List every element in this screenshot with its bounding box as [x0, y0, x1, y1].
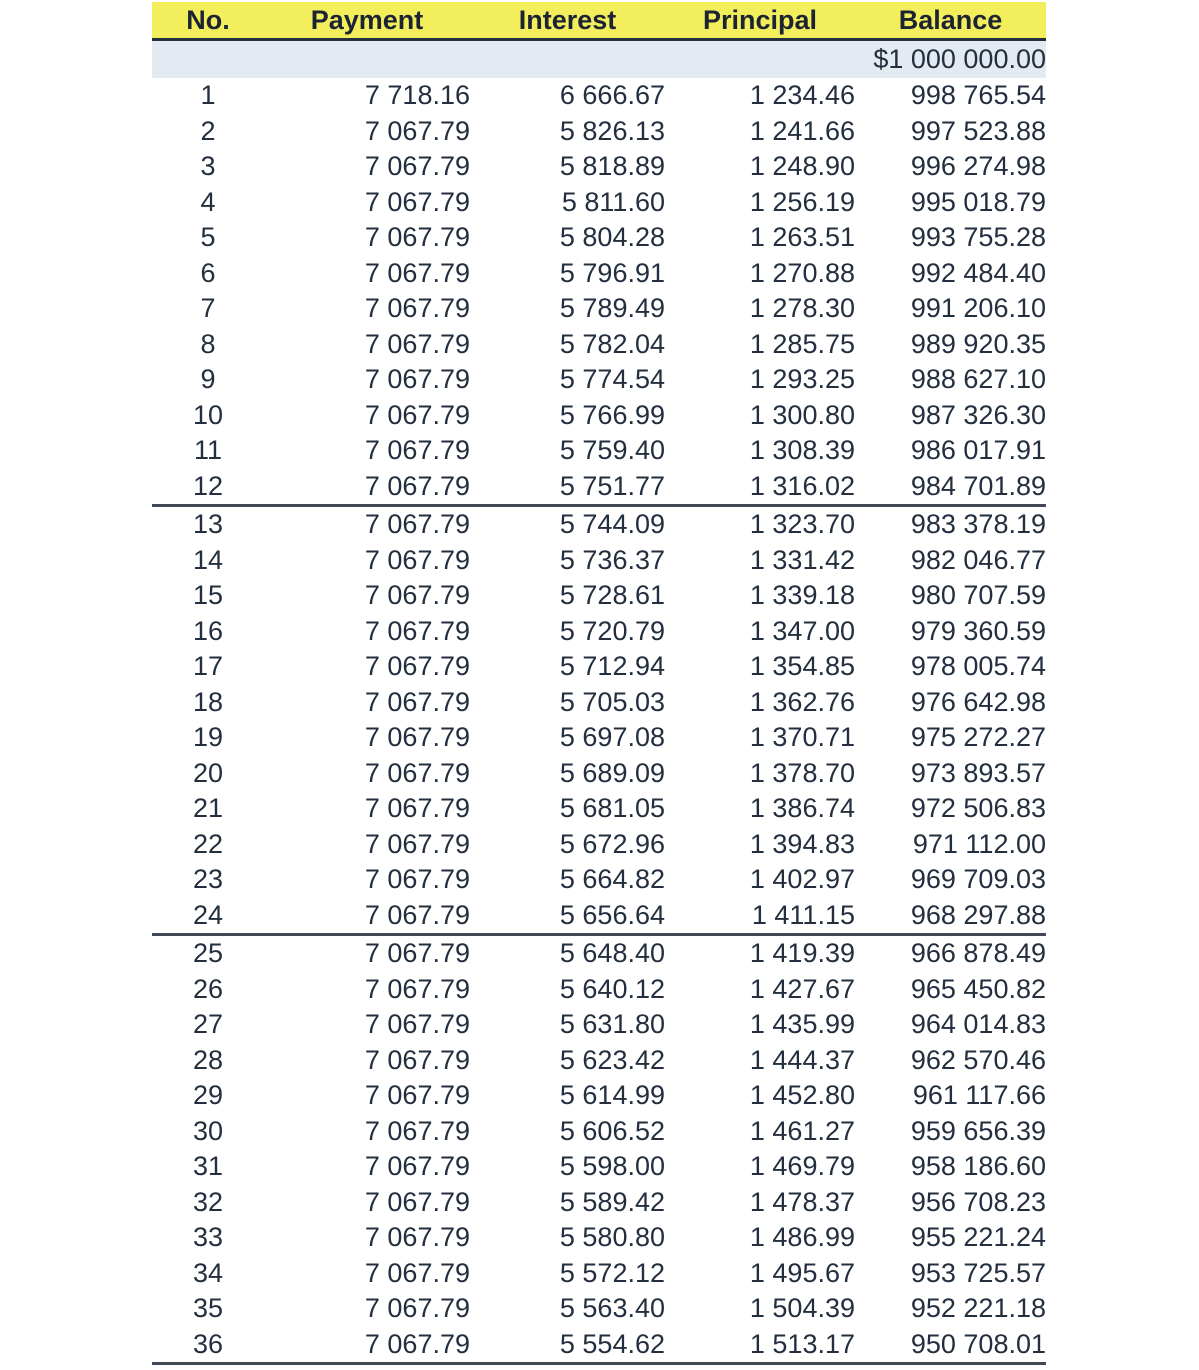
cell-payment: 7 067.79 [364, 828, 470, 859]
cell-balance: 962 570.46 [910, 1044, 1046, 1075]
cell-interest: 5 572.12 [559, 1257, 665, 1288]
cell-balance: 992 484.40 [910, 257, 1046, 288]
cell-payment: 7 067.79 [264, 469, 470, 506]
cell-principal: 1 293.25 [749, 364, 855, 395]
cell-interest: 5 766.99 [559, 399, 665, 430]
cell-no: 18 [192, 686, 224, 717]
cell-principal: 1 386.74 [749, 793, 855, 824]
cell-principal: 1 427.67 [749, 973, 855, 1004]
cell-no: 4 [200, 186, 216, 217]
cell-balance: 961 117.66 [912, 1080, 1046, 1111]
cell-no: 21 [192, 793, 224, 824]
table-row [152, 327, 1046, 363]
cell-payment: 7 067.79 [264, 1327, 470, 1364]
cell-no: 11 [193, 435, 223, 466]
cell-principal: 1 331.42 [749, 544, 855, 575]
cell-no: 24 [152, 898, 264, 935]
cell-balance: 982 046.77 [910, 544, 1046, 575]
column-header-no: No. [152, 2, 264, 40]
cell-payment: 7 067.79 [364, 651, 470, 682]
cell-principal: 1 278.30 [749, 293, 855, 324]
cell-interest: 5 782.04 [559, 328, 665, 359]
cell-payment: 7 067.79 [364, 435, 470, 466]
table-row [152, 898, 1046, 935]
table-row [152, 649, 1046, 685]
cell-balance: 998 765.54 [910, 80, 1046, 111]
cell-balance: 987 326.30 [910, 399, 1046, 430]
column-header-principal: Principal [665, 2, 855, 40]
cell-balance: 978 005.74 [910, 651, 1046, 682]
cell-interest: 5 563.40 [559, 1293, 665, 1324]
cell-balance: 955 221.24 [910, 1222, 1046, 1253]
cell-principal: 1 478.37 [749, 1186, 855, 1217]
cell-interest: 5 759.40 [559, 435, 665, 466]
cell-payment: 7 067.79 [364, 1222, 470, 1253]
cell-balance: 964 014.83 [910, 1009, 1046, 1040]
cell-no: 28 [192, 1044, 224, 1075]
cell-no: 7 [200, 293, 216, 324]
cell-no: 32 [192, 1186, 224, 1217]
table-row [152, 220, 1046, 256]
cell-interest: 5 818.89 [559, 151, 665, 182]
cell-payment: 7 067.79 [364, 544, 470, 575]
cell-interest: 5 744.09 [559, 509, 665, 540]
opening-balance-row [152, 40, 1046, 79]
cell-balance: 991 206.10 [910, 293, 1046, 324]
cell-payment: 7 067.79 [364, 186, 470, 217]
cell-balance: 965 450.82 [910, 973, 1046, 1004]
cell-balance: 972 506.83 [910, 793, 1046, 824]
column-header-interest: Interest [470, 2, 665, 40]
cell-balance: 971 112.00 [912, 828, 1046, 859]
cell-payment: 7 067.79 [364, 257, 470, 288]
table-row [152, 1043, 1046, 1079]
table-row [152, 1291, 1046, 1327]
cell-payment: 7 067.79 [364, 686, 470, 717]
cell-interest: 5 720.79 [559, 615, 665, 646]
cell-interest: 5 580.80 [559, 1222, 665, 1253]
cell-balance: 950 708.01 [855, 1327, 1046, 1364]
cell-no: 36 [152, 1327, 264, 1364]
cell-balance: 969 709.03 [910, 864, 1046, 895]
cell-no: 25 [192, 938, 224, 969]
cell-no: 2 [200, 115, 216, 146]
cell-balance: 968 297.88 [855, 898, 1046, 935]
cell-interest: 5 648.40 [559, 938, 665, 969]
cell-balance: 952 221.18 [910, 1293, 1046, 1324]
table-row [152, 1078, 1046, 1114]
cell-no: 13 [192, 509, 224, 540]
cell-principal: 1 402.97 [749, 864, 855, 895]
cell-payment: 7 067.79 [364, 151, 470, 182]
cell-principal: 1 411.15 [665, 898, 855, 935]
cell-interest: 5 774.54 [559, 364, 665, 395]
cell-no: 6 [200, 257, 216, 288]
cell-interest: 5 826.13 [559, 115, 665, 146]
cell-no: 23 [192, 864, 224, 895]
table-row [152, 1220, 1046, 1256]
cell-balance: 984 701.89 [855, 469, 1046, 506]
table-row [152, 827, 1046, 863]
table-row [152, 862, 1046, 898]
cell-interest: 5 623.42 [559, 1044, 665, 1075]
cell-interest: 5 796.91 [559, 257, 665, 288]
cell-principal: 1 263.51 [749, 222, 855, 253]
cell-interest: 5 681.05 [559, 793, 665, 824]
cell-no: 8 [200, 328, 216, 359]
cell-principal: 1 248.90 [749, 151, 855, 182]
cell-interest: 5 664.82 [559, 864, 665, 895]
cell-principal: 1 241.66 [749, 115, 855, 146]
cell-interest: 5 804.28 [559, 222, 665, 253]
cell-balance: 979 360.59 [910, 615, 1046, 646]
cell-balance: 953 725.57 [910, 1257, 1046, 1288]
cell-no: 1 [200, 80, 216, 111]
cell-balance: 986 017.91 [910, 435, 1046, 466]
cell-no: 17 [192, 651, 224, 682]
table-row [152, 935, 1046, 972]
cell-principal: 1 378.70 [749, 757, 855, 788]
cell-interest: 5 811.60 [561, 186, 665, 217]
cell-principal: 1 513.17 [665, 1327, 855, 1364]
cell-payment: 7 067.79 [364, 615, 470, 646]
cell-no: 5 [200, 222, 216, 253]
table-row [152, 469, 1046, 506]
table-row [152, 291, 1046, 327]
cell-interest: 5 554.62 [470, 1327, 665, 1364]
table-row [152, 1149, 1046, 1185]
cell-balance: 975 272.27 [910, 722, 1046, 753]
cell-payment: 7 067.79 [364, 757, 470, 788]
cell-interest: 5 631.80 [559, 1009, 665, 1040]
table-row [152, 506, 1046, 543]
cell-principal: 1 339.18 [749, 580, 855, 611]
cell-payment: 7 067.79 [364, 222, 470, 253]
cell-balance: 997 523.88 [910, 115, 1046, 146]
amortization-table [152, 2, 1046, 1365]
table-row [152, 578, 1046, 614]
cell-interest: 5 751.77 [470, 469, 665, 506]
cell-no: 30 [192, 1115, 224, 1146]
cell-payment: 7 067.79 [364, 1009, 470, 1040]
cell-payment: 7 067.79 [364, 722, 470, 753]
cell-no: 26 [192, 973, 224, 1004]
cell-payment: 7 067.79 [364, 1115, 470, 1146]
cell-balance: 983 378.19 [910, 509, 1046, 540]
table-row [152, 149, 1046, 185]
table-row [152, 1185, 1046, 1221]
cell-interest: 5 606.52 [559, 1115, 665, 1146]
table-row [152, 185, 1046, 221]
cell-principal: 1 461.27 [749, 1115, 855, 1146]
cell-balance: 976 642.98 [910, 686, 1046, 717]
cell-no: 10 [192, 399, 224, 430]
cell-no: 35 [192, 1293, 224, 1324]
cell-no: 15 [192, 580, 224, 611]
cell-no: 19 [192, 722, 224, 753]
table-row [152, 362, 1046, 398]
cell-principal: 1 234.46 [749, 80, 855, 111]
cell-payment: 7 067.79 [364, 364, 470, 395]
cell-no: 29 [192, 1080, 224, 1111]
table-row [152, 398, 1046, 434]
table-row [152, 720, 1046, 756]
table-row [152, 1327, 1046, 1364]
table-row [152, 78, 1046, 114]
cell-interest: 5 589.42 [559, 1186, 665, 1217]
cell-interest: 5 736.37 [559, 544, 665, 575]
cell-interest: 5 689.09 [559, 757, 665, 788]
cell-balance: 993 755.28 [910, 222, 1046, 253]
table-row [152, 1007, 1046, 1043]
cell-principal: 1 495.67 [749, 1257, 855, 1288]
cell-balance: 959 656.39 [910, 1115, 1046, 1146]
cell-balance: 989 920.35 [910, 328, 1046, 359]
cell-no: 22 [192, 828, 224, 859]
column-header-payment: Payment [264, 2, 470, 40]
cell-principal: 1 435.99 [749, 1009, 855, 1040]
table-row [152, 256, 1046, 292]
table-row [152, 614, 1046, 650]
header-row [152, 2, 1046, 40]
cell-principal: 1 285.75 [749, 328, 855, 359]
cell-balance: 980 707.59 [910, 580, 1046, 611]
cell-interest: 5 640.12 [559, 973, 665, 1004]
cell-balance: 973 893.57 [910, 757, 1046, 788]
cell-balance: 988 627.10 [910, 364, 1046, 395]
cell-interest: 6 666.67 [559, 80, 665, 111]
opening-balance-spacer [152, 40, 855, 79]
cell-principal: 1 354.85 [749, 651, 855, 682]
table-row [152, 972, 1046, 1008]
cell-balance: 995 018.79 [910, 186, 1046, 217]
cell-payment: 7 067.79 [364, 580, 470, 611]
cell-interest: 5 789.49 [559, 293, 665, 324]
table-row [152, 1256, 1046, 1292]
cell-payment: 7 067.79 [364, 1044, 470, 1075]
cell-no: 20 [192, 757, 224, 788]
cell-payment: 7 067.79 [264, 898, 470, 935]
cell-payment: 7 067.79 [364, 1293, 470, 1324]
table-row [152, 433, 1046, 469]
cell-principal: 1 270.88 [749, 257, 855, 288]
table-row [152, 791, 1046, 827]
cell-payment: 7 067.79 [364, 1151, 470, 1182]
cell-payment: 7 067.79 [364, 1257, 470, 1288]
cell-no: 12 [152, 469, 264, 506]
table-row [152, 685, 1046, 721]
column-header-balance: Balance [855, 2, 1046, 40]
cell-no: 14 [192, 544, 224, 575]
table-body [152, 40, 1046, 1364]
cell-no: 27 [192, 1009, 224, 1040]
cell-interest: 5 672.96 [559, 828, 665, 859]
table-row [152, 114, 1046, 150]
cell-principal: 1 486.99 [749, 1222, 855, 1253]
cell-balance: 996 274.98 [910, 151, 1046, 182]
cell-interest: 5 705.03 [559, 686, 665, 717]
cell-no: 34 [192, 1257, 224, 1288]
opening-balance-cell: $1 000 000.00 [855, 40, 1046, 79]
cell-interest: 5 697.08 [559, 722, 665, 753]
cell-payment: 7 067.79 [364, 293, 470, 324]
cell-principal: 1 347.00 [749, 615, 855, 646]
cell-principal: 1 444.37 [749, 1044, 855, 1075]
cell-balance: 966 878.49 [910, 938, 1046, 969]
cell-principal: 1 504.39 [749, 1293, 855, 1324]
cell-payment: 7 067.79 [364, 509, 470, 540]
cell-payment: 7 067.79 [364, 938, 470, 969]
table-row [152, 1114, 1046, 1150]
table-row [152, 756, 1046, 792]
cell-payment: 7 067.79 [364, 973, 470, 1004]
cell-payment: 7 067.79 [364, 1080, 470, 1111]
cell-no: 33 [192, 1222, 224, 1253]
cell-payment: 7 067.79 [364, 1186, 470, 1217]
cell-interest: 5 712.94 [559, 651, 665, 682]
cell-principal: 1 362.76 [749, 686, 855, 717]
cell-principal: 1 469.79 [749, 1151, 855, 1182]
cell-principal: 1 316.02 [665, 469, 855, 506]
cell-interest: 5 656.64 [470, 898, 665, 935]
cell-balance: 958 186.60 [910, 1151, 1046, 1182]
cell-principal: 1 419.39 [749, 938, 855, 969]
cell-interest: 5 614.99 [559, 1080, 665, 1111]
cell-payment: 7 067.79 [364, 399, 470, 430]
cell-payment: 7 067.79 [364, 115, 470, 146]
cell-principal: 1 394.83 [749, 828, 855, 859]
cell-principal: 1 256.19 [749, 186, 855, 217]
cell-principal: 1 323.70 [749, 509, 855, 540]
cell-no: 3 [200, 151, 216, 182]
cell-no: 16 [192, 615, 224, 646]
cell-balance: 956 708.23 [910, 1186, 1046, 1217]
cell-principal: 1 370.71 [749, 722, 855, 753]
cell-payment: 7 067.79 [364, 864, 470, 895]
cell-interest: 5 598.00 [559, 1151, 665, 1182]
table-row [152, 543, 1046, 579]
cell-principal: 1 300.80 [749, 399, 855, 430]
cell-principal: 1 452.80 [749, 1080, 855, 1111]
cell-no: 9 [200, 364, 216, 395]
cell-interest: 5 728.61 [559, 580, 665, 611]
cell-payment: 7 718.16 [364, 80, 470, 111]
cell-no: 31 [192, 1151, 224, 1182]
cell-payment: 7 067.79 [364, 793, 470, 824]
cell-principal: 1 308.39 [749, 435, 855, 466]
cell-payment: 7 067.79 [364, 328, 470, 359]
